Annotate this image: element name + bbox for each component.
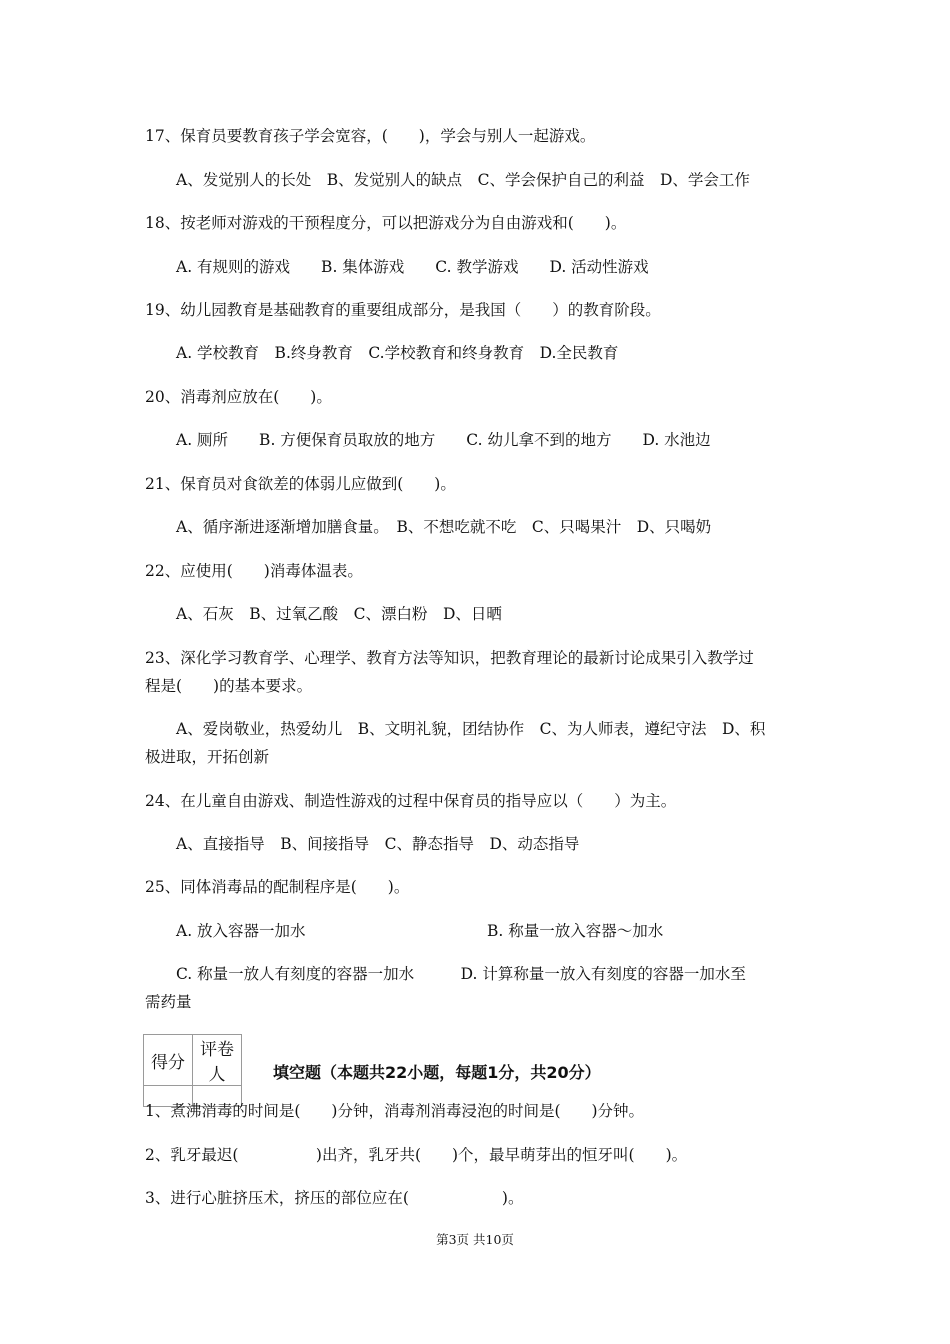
question-20: 20、消毒剂应放在( )。 [145, 388, 332, 406]
question-18: 18、按老师对游戏的干预程度分，可以把游戏分为自由游戏和( )。 [145, 214, 627, 232]
score-label: 得分 [144, 1035, 193, 1086]
page-number: 第3页 共10页 [436, 1232, 514, 1247]
question-19-options: A. 学校教育 B.终身教育 C.学校教育和终身教育 D.全民教育 [176, 344, 619, 362]
grader-label: 评卷人 [193, 1035, 242, 1086]
fill-question-2: 2、乳牙最迟( )出齐，乳牙共( )个，最早萌芽出的恒牙叫( )。 [145, 1146, 688, 1164]
question-23-options-cont: 极进取，开拓创新 [145, 748, 270, 766]
score-box [143, 1034, 242, 1107]
question-25-option-b: B. 称量一放入容器～加水 [487, 922, 664, 940]
question-18-options: A. 有规则的游戏 B. 集体游戏 C. 教学游戏 D. 活动性游戏 [176, 258, 649, 276]
question-17: 17、保育员要教育孩子学会宽容，( )，学会与别人一起游戏。 [145, 127, 596, 145]
question-22: 22、应使用( )消毒体温表。 [145, 562, 363, 580]
question-19: 19、幼儿园教育是基础教育的重要组成部分，是我国（ ）的教育阶段。 [145, 301, 661, 319]
question-20-options: A. 厕所 B. 方便保育员取放的地方 C. 幼儿拿不到的地方 D. 水池边 [176, 431, 711, 449]
question-23-cont: 程是( )的基本要求。 [145, 677, 313, 695]
question-21: 21、保育员对食欲差的体弱儿应做到( )。 [145, 475, 456, 493]
question-25: 25、同体消毒品的配制程序是( )。 [145, 878, 410, 896]
section-title: 填空题（本题共22小题，每题1分，共20分） [273, 1063, 601, 1082]
question-23: 23、深化学习教育学、心理学、教育方法等知识，把教育理论的最新讨论成果引入教学过 [145, 649, 754, 667]
question-24-options: A、直接指导 B、间接指导 C、静态指导 D、动态指导 [176, 835, 580, 853]
question-23-options: A、爱岗敬业，热爱幼儿 B、文明礼貌，团结协作 C、为人师表，遵纪守法 D、积 [176, 720, 766, 738]
question-24: 24、在儿童自由游戏、制造性游戏的过程中保育员的指导应以（ ）为主。 [145, 792, 677, 810]
fill-question-3: 3、进行心脏挤压术，挤压的部位应在( )。 [145, 1189, 524, 1207]
question-22-options: A、石灰 B、过氧乙酸 C、漂白粉 D、日晒 [176, 605, 502, 623]
question-25-options-cont: 需药量 [145, 993, 192, 1011]
question-25-options-cd: C. 称量一放人有刻度的容器一加水 D. 计算称量一放入有刻度的容器一加水至 [176, 965, 746, 983]
fill-question-1: 1、煮沸消毒的时间是( )分钟，消毒剂消毒浸泡的时间是( )分钟。 [145, 1102, 645, 1120]
question-21-options: A、循序渐进逐渐增加膳食量。 B、不想吃就不吃 C、只喝果汁 D、只喝奶 [176, 518, 712, 536]
question-25-option-a: A. 放入容器一加水 [176, 922, 306, 940]
question-17-options: A、发觉别人的长处 B、发觉别人的缺点 C、学会保护自己的利益 D、学会工作 [176, 171, 750, 189]
